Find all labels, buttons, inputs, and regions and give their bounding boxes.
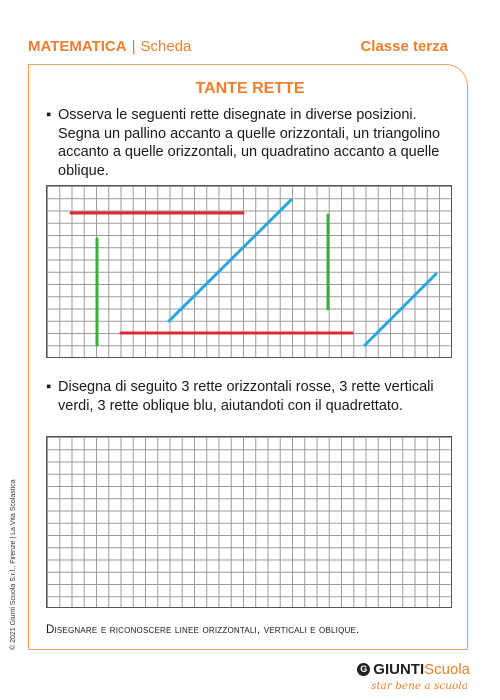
subject-label: MATEMATICA (28, 38, 127, 55)
header-subject (28, 38, 191, 55)
bullet-icon: ▪ (46, 107, 52, 123)
oblique-line-long (169, 200, 291, 321)
logo-light: Scuola (424, 661, 470, 678)
instruction-1 (46, 106, 456, 180)
bullet-icon: ▪ (46, 379, 52, 395)
page-title: TANTE RETTE (195, 80, 305, 97)
sheet-type-label: Scheda (140, 38, 192, 55)
grade-label: Classe terza (360, 38, 448, 55)
instruction-1-text: Osserva le seguenti rette disegnate in diverse posizioni. Segna un pallino accanto a quelle orizzontali, un triangolino accanto a quelle orizzontali, un quadratino accanto a quelle oblique. (58, 107, 441, 179)
header-separator: | (131, 38, 136, 55)
learning-objective: Disegnare e riconoscere linee orizzontali, verticali e oblique. (46, 624, 360, 636)
lines-grid (46, 185, 452, 358)
logo-mark-icon: G (357, 663, 370, 676)
lines-drawing (47, 186, 453, 359)
drawing-grid[interactable] (46, 436, 452, 608)
publisher-logo (357, 661, 470, 678)
logo-tagline: star bene a scuola (370, 680, 468, 692)
instruction-2 (46, 378, 456, 415)
copyright-notice: © 2021 Giunti Scuola S.r.l., Firenze | La Vita Scolastica (10, 479, 17, 650)
instruction-2-text: Disegna di seguito 3 rette orizzontali rosse, 3 rette verticali verdi, 3 rette oblique blu, aiutandoti con il quadrettato. (58, 379, 434, 414)
oblique-line-short (365, 274, 436, 345)
logo-bold: GIUNTI (373, 661, 425, 678)
